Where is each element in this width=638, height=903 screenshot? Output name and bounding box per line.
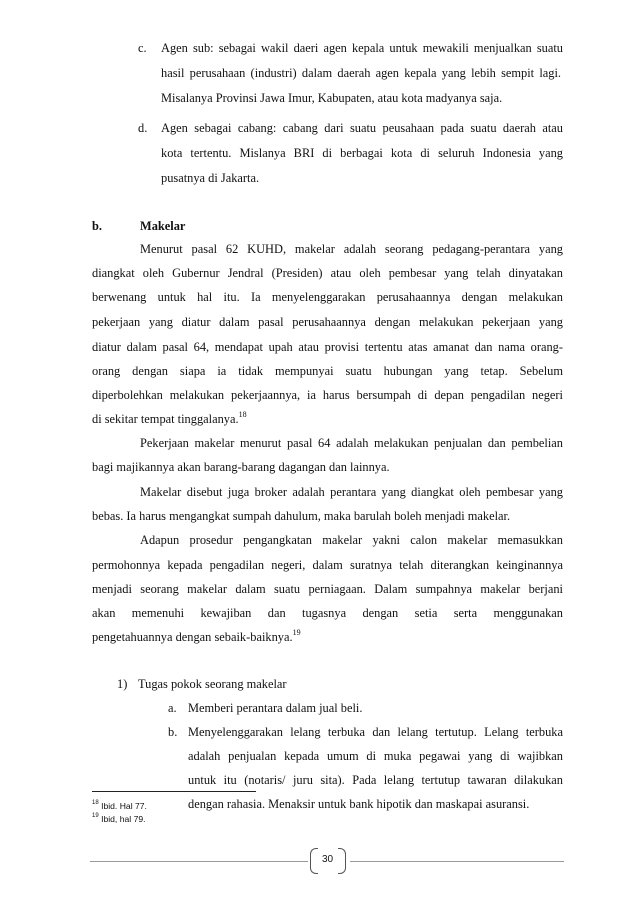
footnote-18-text: Ibid. Hal 77.: [101, 801, 147, 811]
para4-line-3: menjadi seorang makelar dalam suatu perniagaan. Dalam sumpahnya makelar berjani: [92, 582, 563, 596]
list-item-c-line-2: hasil perusahaan (industri) dalam daerah agen kepala yang lebih sempit lagi.: [161, 66, 561, 80]
footnote-19-number: 19: [92, 813, 99, 820]
tugas-b-line-3: untuk itu (notaris/ juru sita). Pada lelang tertutup tawaran dilakukan: [188, 773, 563, 787]
tugas-b-marker: b.: [168, 725, 178, 739]
tugas-marker: 1): [117, 677, 128, 691]
para1-line-6: orang dengan siapa ia tidak mempunyai suatu hubungan yang tetap. Sebelum: [92, 364, 563, 378]
para4-last-line: pengetahuannya dengan sebaik-baiknya.: [92, 630, 293, 644]
list-item-d-line-2: kota tertentu. Mislanya BRI di berbagai kota di seluruh Indonesia yang: [161, 146, 563, 160]
para3-line-2: bebas. Ia harus mengangkat sumpah dahulum, maka barulah boleh menjadi makelar.: [92, 509, 511, 523]
list-item-d-line-1: Agen sebagai cabang: cabang dari suatu peusahaan pada suatu daerah atau: [161, 121, 563, 135]
para2-line-2: bagi majikannya akan barang-barang dagangan dan lainnya.: [92, 460, 390, 474]
footnote-19: [92, 814, 146, 825]
tugas-b-line-4: dengan rahasia. Menaksir untuk bank hipotik dan maskapai asuransi.: [188, 797, 530, 811]
para1-line-8: [92, 411, 247, 427]
para4-line-4: akan memenuhi kewajiban dan tugasnya dengan setia serta menggunakan: [92, 606, 563, 620]
tugas-b-line-2: adalah penjualan kepada umum di muka pegawai yang di wajibkan: [188, 749, 563, 763]
para4-line-1: Adapun prosedur pengangkatan makelar yakni calon makelar memasukkan: [140, 533, 563, 547]
footnote-18-number: 18: [92, 800, 99, 807]
para1-line-5: diatur dalam pasal 64, mendapat upah atau provisi tertentu atas amanat dan nama orang-: [92, 340, 563, 354]
tugas-a-text: Memberi perantara dalam jual beli.: [188, 701, 363, 715]
footnote-ref-18[interactable]: 18: [238, 409, 247, 419]
list-item-c-line-3: Misalanya Provinsi Jawa Imur, Kabupaten, atau kota madyanya saja.: [161, 91, 503, 105]
page-number-rule-left: [90, 861, 308, 862]
section-title: Makelar: [140, 219, 186, 233]
page-number-bracket-right: [338, 848, 346, 874]
para1-line-3: berwenang untuk hal itu. Ia menyelenggarakan perusahaannya dengan melakukan: [92, 290, 563, 304]
para2-line-1: Pekerjaan makelar menurut pasal 64 adalah melakukan penjualan dan pembelian: [140, 436, 563, 450]
footnote-separator: [92, 791, 256, 792]
section-marker-b: b.: [92, 219, 102, 233]
tugas-a-marker: a.: [168, 701, 177, 715]
para4-line-2: permohonnya kepada pengadilan negeri, dalam suratnya telah diterangkan keinginannya: [92, 558, 563, 572]
tugas-title: Tugas pokok seorang makelar: [138, 677, 287, 691]
tugas-b-line-1: Menyelenggarakan lelang terbuka dan lelang tertutup. Lelang terbuka: [188, 725, 563, 739]
list-marker-c: c.: [138, 41, 147, 55]
list-marker-d: d.: [138, 121, 148, 135]
para3-line-1: Makelar disebut juga broker adalah perantara yang diangkat oleh pembesar yang: [140, 485, 563, 499]
page-number: 30: [321, 854, 334, 865]
para1-line-1: Menurut pasal 62 KUHD, makelar adalah seorang pedagang-perantara yang: [140, 242, 563, 256]
footnote-18: [92, 801, 147, 812]
para1-line-7: diperbolehkan melakukan pekerjaannya, ia harus bersumpah di depan pengadilan negeri: [92, 388, 563, 402]
para4-line-5: [92, 629, 301, 645]
para1-line-2: diangkat oleh Gubernur Jendral (Presiden) atau oleh pembesar yang telah dinyatakan: [92, 266, 563, 280]
list-item-d-line-3: pusatnya di Jakarta.: [161, 171, 260, 185]
footnote-19-text: Ibid, hal 79.: [101, 814, 146, 824]
list-item-c-line-1: Agen sub: sebagai wakil daeri agen kepala untuk mewakili menjualkan suatu: [161, 41, 563, 55]
para1-last-line: di sekitar tempat tinggalanya.: [92, 412, 239, 426]
para1-line-4: pekerjaan yang diatur dalam pasal perusahaannya dengan melakukan pekerjaan yang: [92, 315, 563, 329]
footnote-ref-19[interactable]: 19: [292, 627, 301, 637]
page-number-rule-right: [350, 861, 564, 862]
